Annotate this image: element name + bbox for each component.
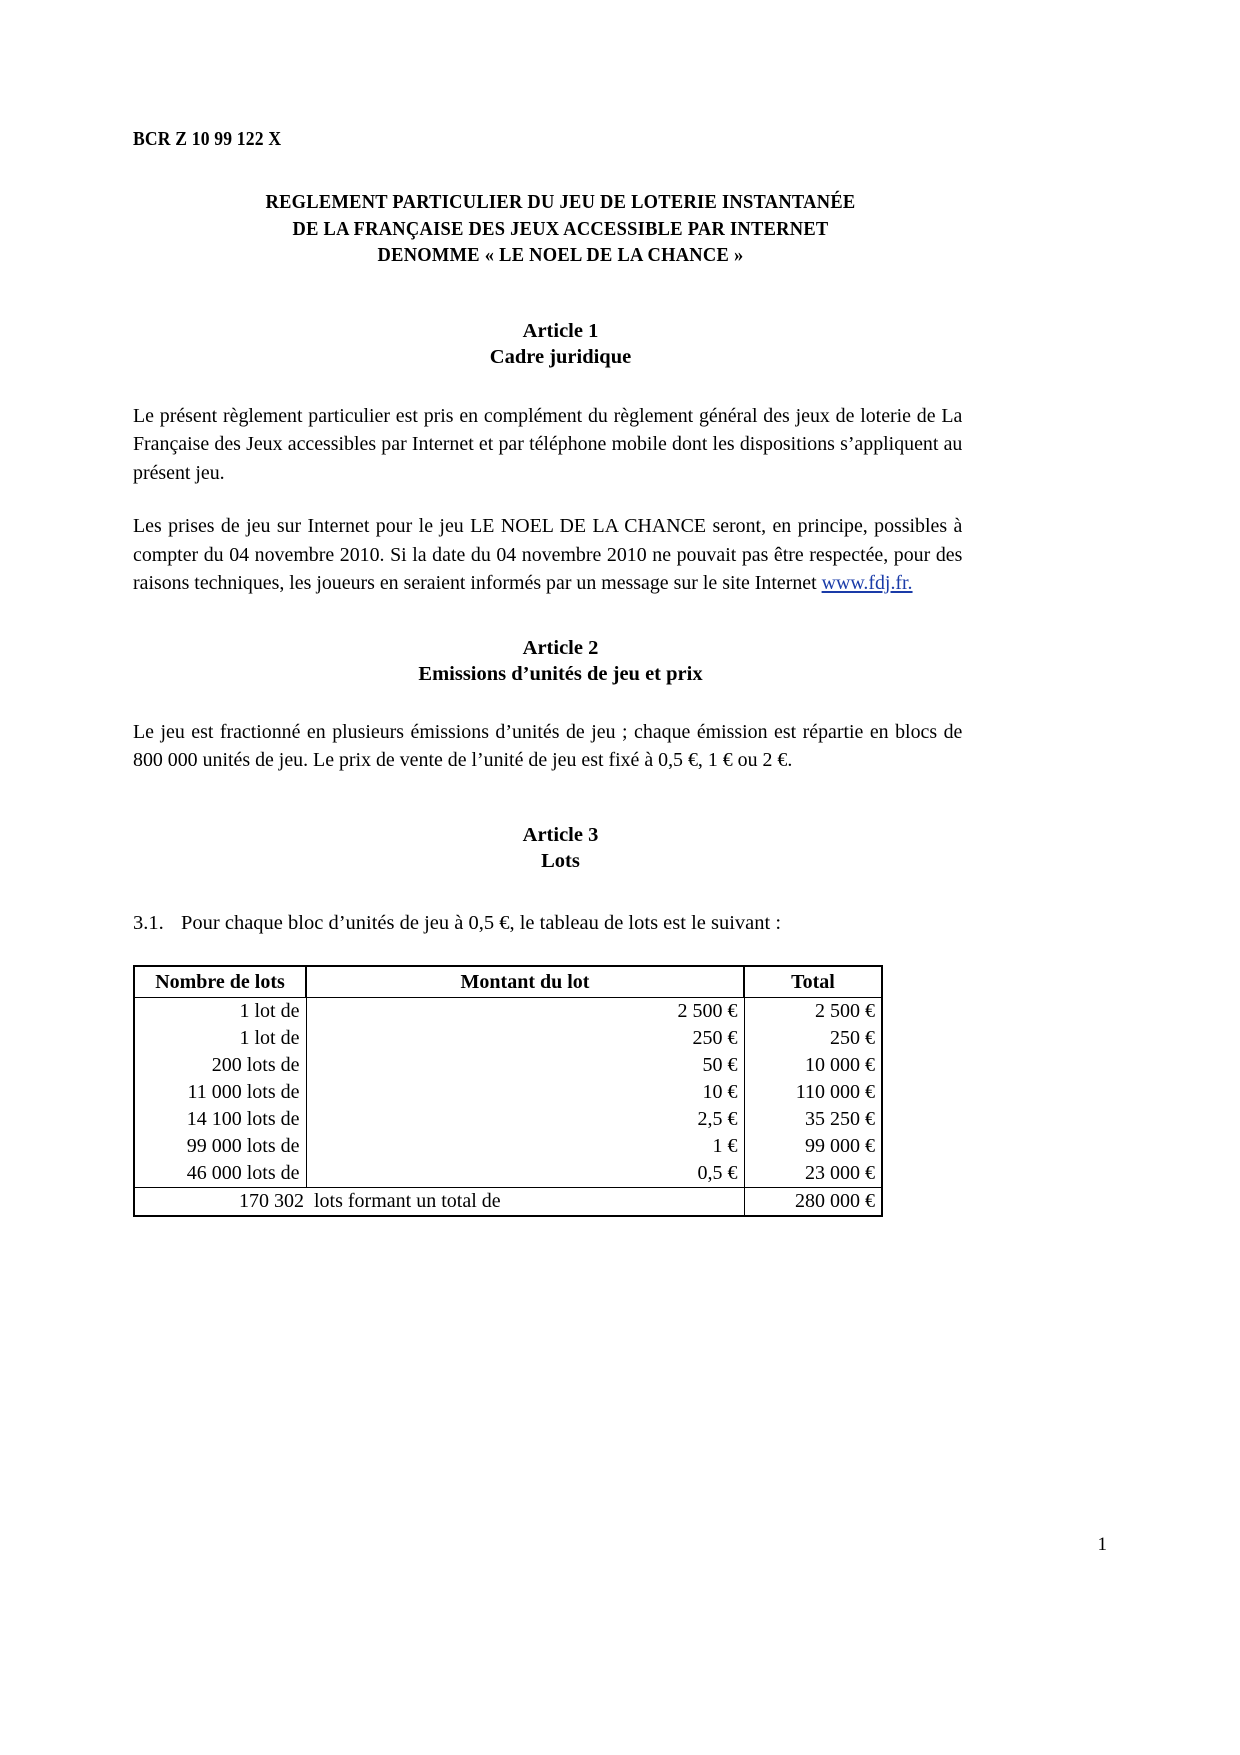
fdj-website-link[interactable]: www.fdj.fr. <box>821 572 913 594</box>
clause-3-1-number: 3.1. <box>133 911 164 934</box>
document-content <box>133 0 988 1217</box>
clause-3-1-text: Pour chaque bloc d’unités de jeu à 0,5 €, le tableau de lots est le suivant : <box>181 911 782 934</box>
total-row-count: 170 302 <box>134 1187 306 1216</box>
article-1-subtitle: Cadre juridique <box>489 346 632 368</box>
row-total: 250 € <box>744 1025 882 1052</box>
article-3-heading <box>133 822 988 875</box>
lots-table-body <box>134 997 882 1216</box>
row-count: 1 lot de <box>134 1025 306 1052</box>
table-row <box>134 1025 882 1052</box>
table-row <box>134 1106 882 1133</box>
table-row <box>134 1133 882 1160</box>
document-title <box>133 189 988 269</box>
table-row <box>134 1079 882 1106</box>
article-1-paragraph-1: Le présent règlement particulier est pris en complément du règlement général des jeux de loterie de La Française des Jeux accessibles par Internet et par téléphone mobile dont les dispositions s’appliquent au présent jeu. <box>133 404 963 484</box>
table-row <box>134 1160 882 1188</box>
total-row-label: lots formant un total de <box>306 1187 744 1216</box>
row-amount: 10 € <box>306 1079 744 1106</box>
row-amount: 0,5 € <box>306 1160 744 1188</box>
row-total: 35 250 € <box>744 1106 882 1133</box>
row-amount: 2 500 € <box>306 997 744 1025</box>
lots-table <box>133 965 883 1217</box>
lots-table-header-total: Total <box>744 966 882 998</box>
document-title-line-2: DE LA FRANÇAISE DES JEUX ACCESSIBLE PAR INTERNET <box>292 217 829 240</box>
row-count: 11 000 lots de <box>134 1079 306 1106</box>
table-row <box>134 1052 882 1079</box>
lots-table-header-amount: Montant du lot <box>306 966 744 998</box>
lots-table-wrapper <box>133 965 988 1217</box>
document-code: BCR Z 10 99 122 X <box>133 128 282 150</box>
row-count: 46 000 lots de <box>134 1160 306 1188</box>
article-1-heading <box>133 318 988 371</box>
row-count: 99 000 lots de <box>134 1133 306 1160</box>
row-amount: 250 € <box>306 1025 744 1052</box>
article-2-paragraph-1: Le jeu est fractionné en plusieurs émissions d’unités de jeu ; chaque émission est répartie en blocs de 800 000 unités de jeu. Le prix de vente de l’unité de jeu est fixé à 0,5 €, 1 € ou 2 €. <box>133 720 963 771</box>
lots-table-header-row <box>134 966 882 998</box>
row-amount: 50 € <box>306 1052 744 1079</box>
row-count: 1 lot de <box>134 997 306 1025</box>
article-1-paragraph-2-text: Les prises de jeu sur Internet pour le jeu LE NOEL DE LA CHANCE seront, en principe, possibles à compter du 04 novembre 2010. Si la date du 04 novembre 2010 ne pouvait pas être respectée, pour des raisons techniques, les joueurs en seraient informés par un message sur le site Internet <box>133 515 963 594</box>
row-count: 14 100 lots de <box>134 1106 306 1133</box>
document-title-line-3: DENOMME « LE NOEL DE LA CHANCE » <box>377 244 744 266</box>
table-row <box>134 997 882 1025</box>
row-total: 99 000 € <box>744 1133 882 1160</box>
page-number: 1 <box>1097 1534 1107 1555</box>
row-total: 10 000 € <box>744 1052 882 1079</box>
clause-3-1 <box>133 909 988 937</box>
article-3-subtitle: Lots <box>541 850 580 872</box>
article-2-number: Article 2 <box>522 636 599 659</box>
row-amount: 2,5 € <box>306 1106 744 1133</box>
row-total: 2 500 € <box>744 997 882 1025</box>
article-1-paragraph-2 <box>133 512 962 598</box>
document-title-line-1: REGLEMENT PARTICULIER DU JEU DE LOTERIE INSTANTANÉE <box>265 191 856 213</box>
row-total: 110 000 € <box>744 1079 882 1106</box>
row-count: 200 lots de <box>134 1052 306 1079</box>
row-amount: 1 € <box>306 1133 744 1160</box>
article-3-number: Article 3 <box>522 823 599 846</box>
article-2-subtitle: Emissions d’unités de jeu et prix <box>418 663 703 685</box>
lots-table-header-count: Nombre de lots <box>134 966 306 998</box>
total-row-total: 280 000 € <box>744 1187 882 1216</box>
lots-table-total-row <box>134 1187 882 1216</box>
article-2-heading <box>133 635 988 688</box>
row-total: 23 000 € <box>744 1160 882 1188</box>
article-1-number: Article 1 <box>522 319 599 342</box>
lots-table-head <box>134 966 882 998</box>
